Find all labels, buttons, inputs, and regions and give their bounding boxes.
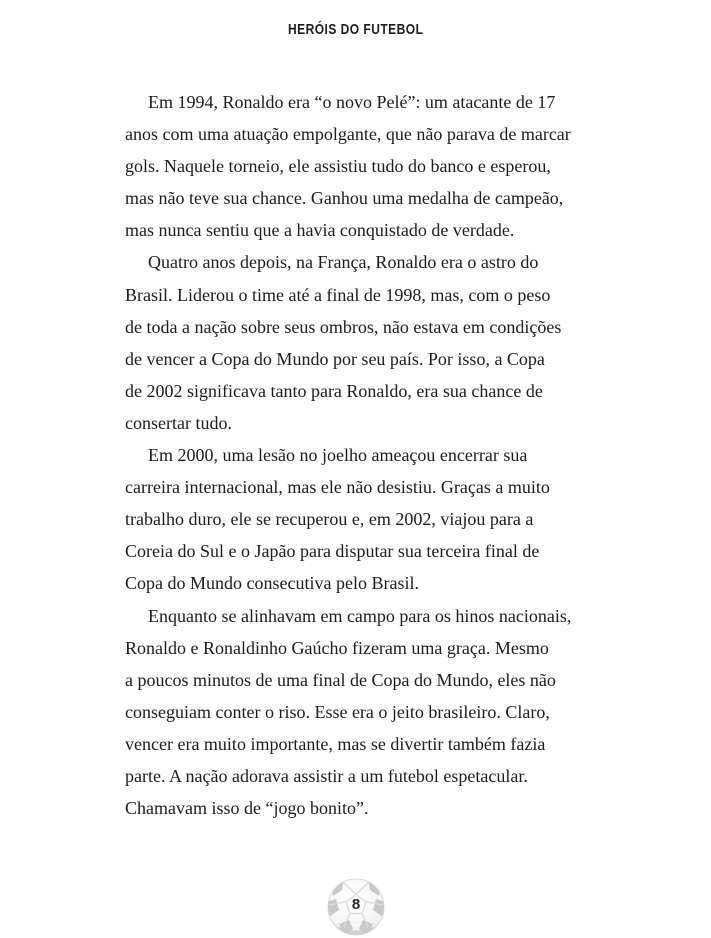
paragraph bbox=[125, 600, 587, 825]
text-line: anos com uma atuação empolgante, que não parava de marcar bbox=[125, 124, 571, 145]
text-line: consertar tudo. bbox=[125, 412, 232, 433]
text-line: Ronaldo e Ronaldinho Gaúcho fizeram uma graça. Mesmo bbox=[125, 637, 549, 658]
text-line: a poucos minutos de uma final de Copa do Mundo, eles não bbox=[125, 669, 556, 690]
page-footer bbox=[326, 877, 386, 937]
text-line: Enquanto se alinhavam em campo para os hinos nacionais, bbox=[148, 605, 572, 626]
page-number: 8 bbox=[351, 896, 361, 913]
text-line: gols. Naquele torneio, ele assistiu tudo do banco e esperou, bbox=[125, 156, 551, 177]
text-line: de vencer a Copa do Mundo por seu país. Por isso, a Copa bbox=[125, 348, 545, 369]
paragraph bbox=[125, 439, 587, 599]
text-line: trabalho duro, ele se recuperou e, em 2002, viajou para a bbox=[125, 509, 534, 530]
body-text bbox=[125, 86, 587, 824]
text-line: conseguiam conter o riso. Esse era o jeito brasileiro. Claro, bbox=[125, 701, 550, 722]
text-line: Chamavam isso de “jogo bonito”. bbox=[125, 798, 369, 819]
text-line: mas nunca sentiu que a havia conquistado de verdade. bbox=[125, 220, 515, 241]
paragraph bbox=[125, 246, 587, 439]
text-line: de 2002 significava tanto para Ronaldo, era sua chance de bbox=[125, 380, 543, 401]
text-line: vencer era muito importante, mas se divertir também fazia bbox=[125, 733, 546, 754]
text-line: Copa do Mundo consecutiva pelo Brasil. bbox=[125, 573, 419, 594]
text-line: Coreia do Sul e o Japão para disputar sua terceira final de bbox=[125, 541, 540, 562]
text-line: Quatro anos depois, na França, Ronaldo era o astro do bbox=[148, 252, 539, 273]
text-line: parte. A nação adorava assistir a um futebol espetacular. bbox=[125, 765, 528, 786]
page-title: HERÓIS DO FUTEBOL bbox=[287, 21, 424, 38]
text-line: mas não teve sua chance. Ganhou uma medalha de campeão, bbox=[125, 188, 564, 209]
text-line: Em 1994, Ronaldo era “o novo Pelé”: um atacante de 17 bbox=[148, 92, 556, 112]
text-line: Brasil. Liderou o time até a final de 1998, mas, com o peso bbox=[125, 284, 551, 305]
text-line: carreira internacional, mas ele não desistiu. Graças a muito bbox=[125, 477, 550, 498]
paragraph bbox=[125, 86, 587, 246]
running-head bbox=[0, 21, 711, 39]
text-line: Em 2000, uma lesão no joelho ameaçou encerrar sua bbox=[148, 445, 528, 466]
text-line: de toda a nação sobre seus ombros, não estava em condições bbox=[125, 316, 562, 337]
